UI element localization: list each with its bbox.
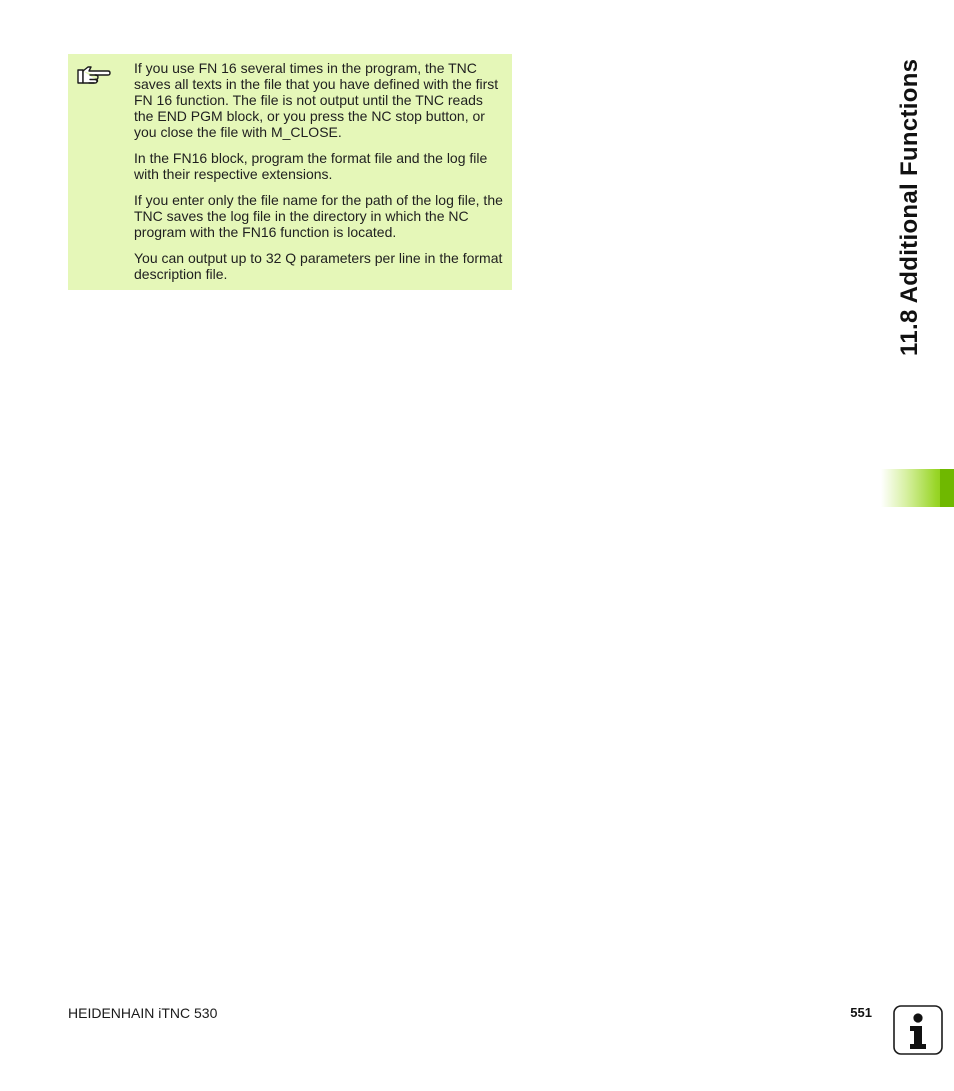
chapter-tab-edge — [940, 469, 954, 507]
note-paragraph: If you use FN 16 several times in the program, the TNC saves all texts in the file that you have defined with the first FN 16 function. The file is not output until the TNC reads the END PGM block, or you press the NC stop button, or you close the file with M_CLOSE. — [134, 60, 499, 140]
pointing-hand-icon — [77, 64, 111, 88]
note-paragraph: If you enter only the file name for the path of the log file, the TNC saves the log file in the directory in which the NC program with the FN16 function is located. — [134, 192, 503, 240]
footer-product-name: HEIDENHAIN iTNC 530 — [68, 1005, 218, 1021]
info-icon — [893, 1005, 943, 1055]
note-paragraph: In the FN16 block, program the format file and the log file with their respective extensions. — [134, 150, 488, 182]
chapter-side-title: 11.8 Additional Functions — [896, 58, 923, 356]
note-box — [68, 54, 512, 290]
page-number: 551 — [850, 1005, 872, 1020]
note-text — [134, 60, 506, 292]
note-paragraph: You can output up to 32 Q parameters per line in the format description file. — [134, 250, 503, 282]
